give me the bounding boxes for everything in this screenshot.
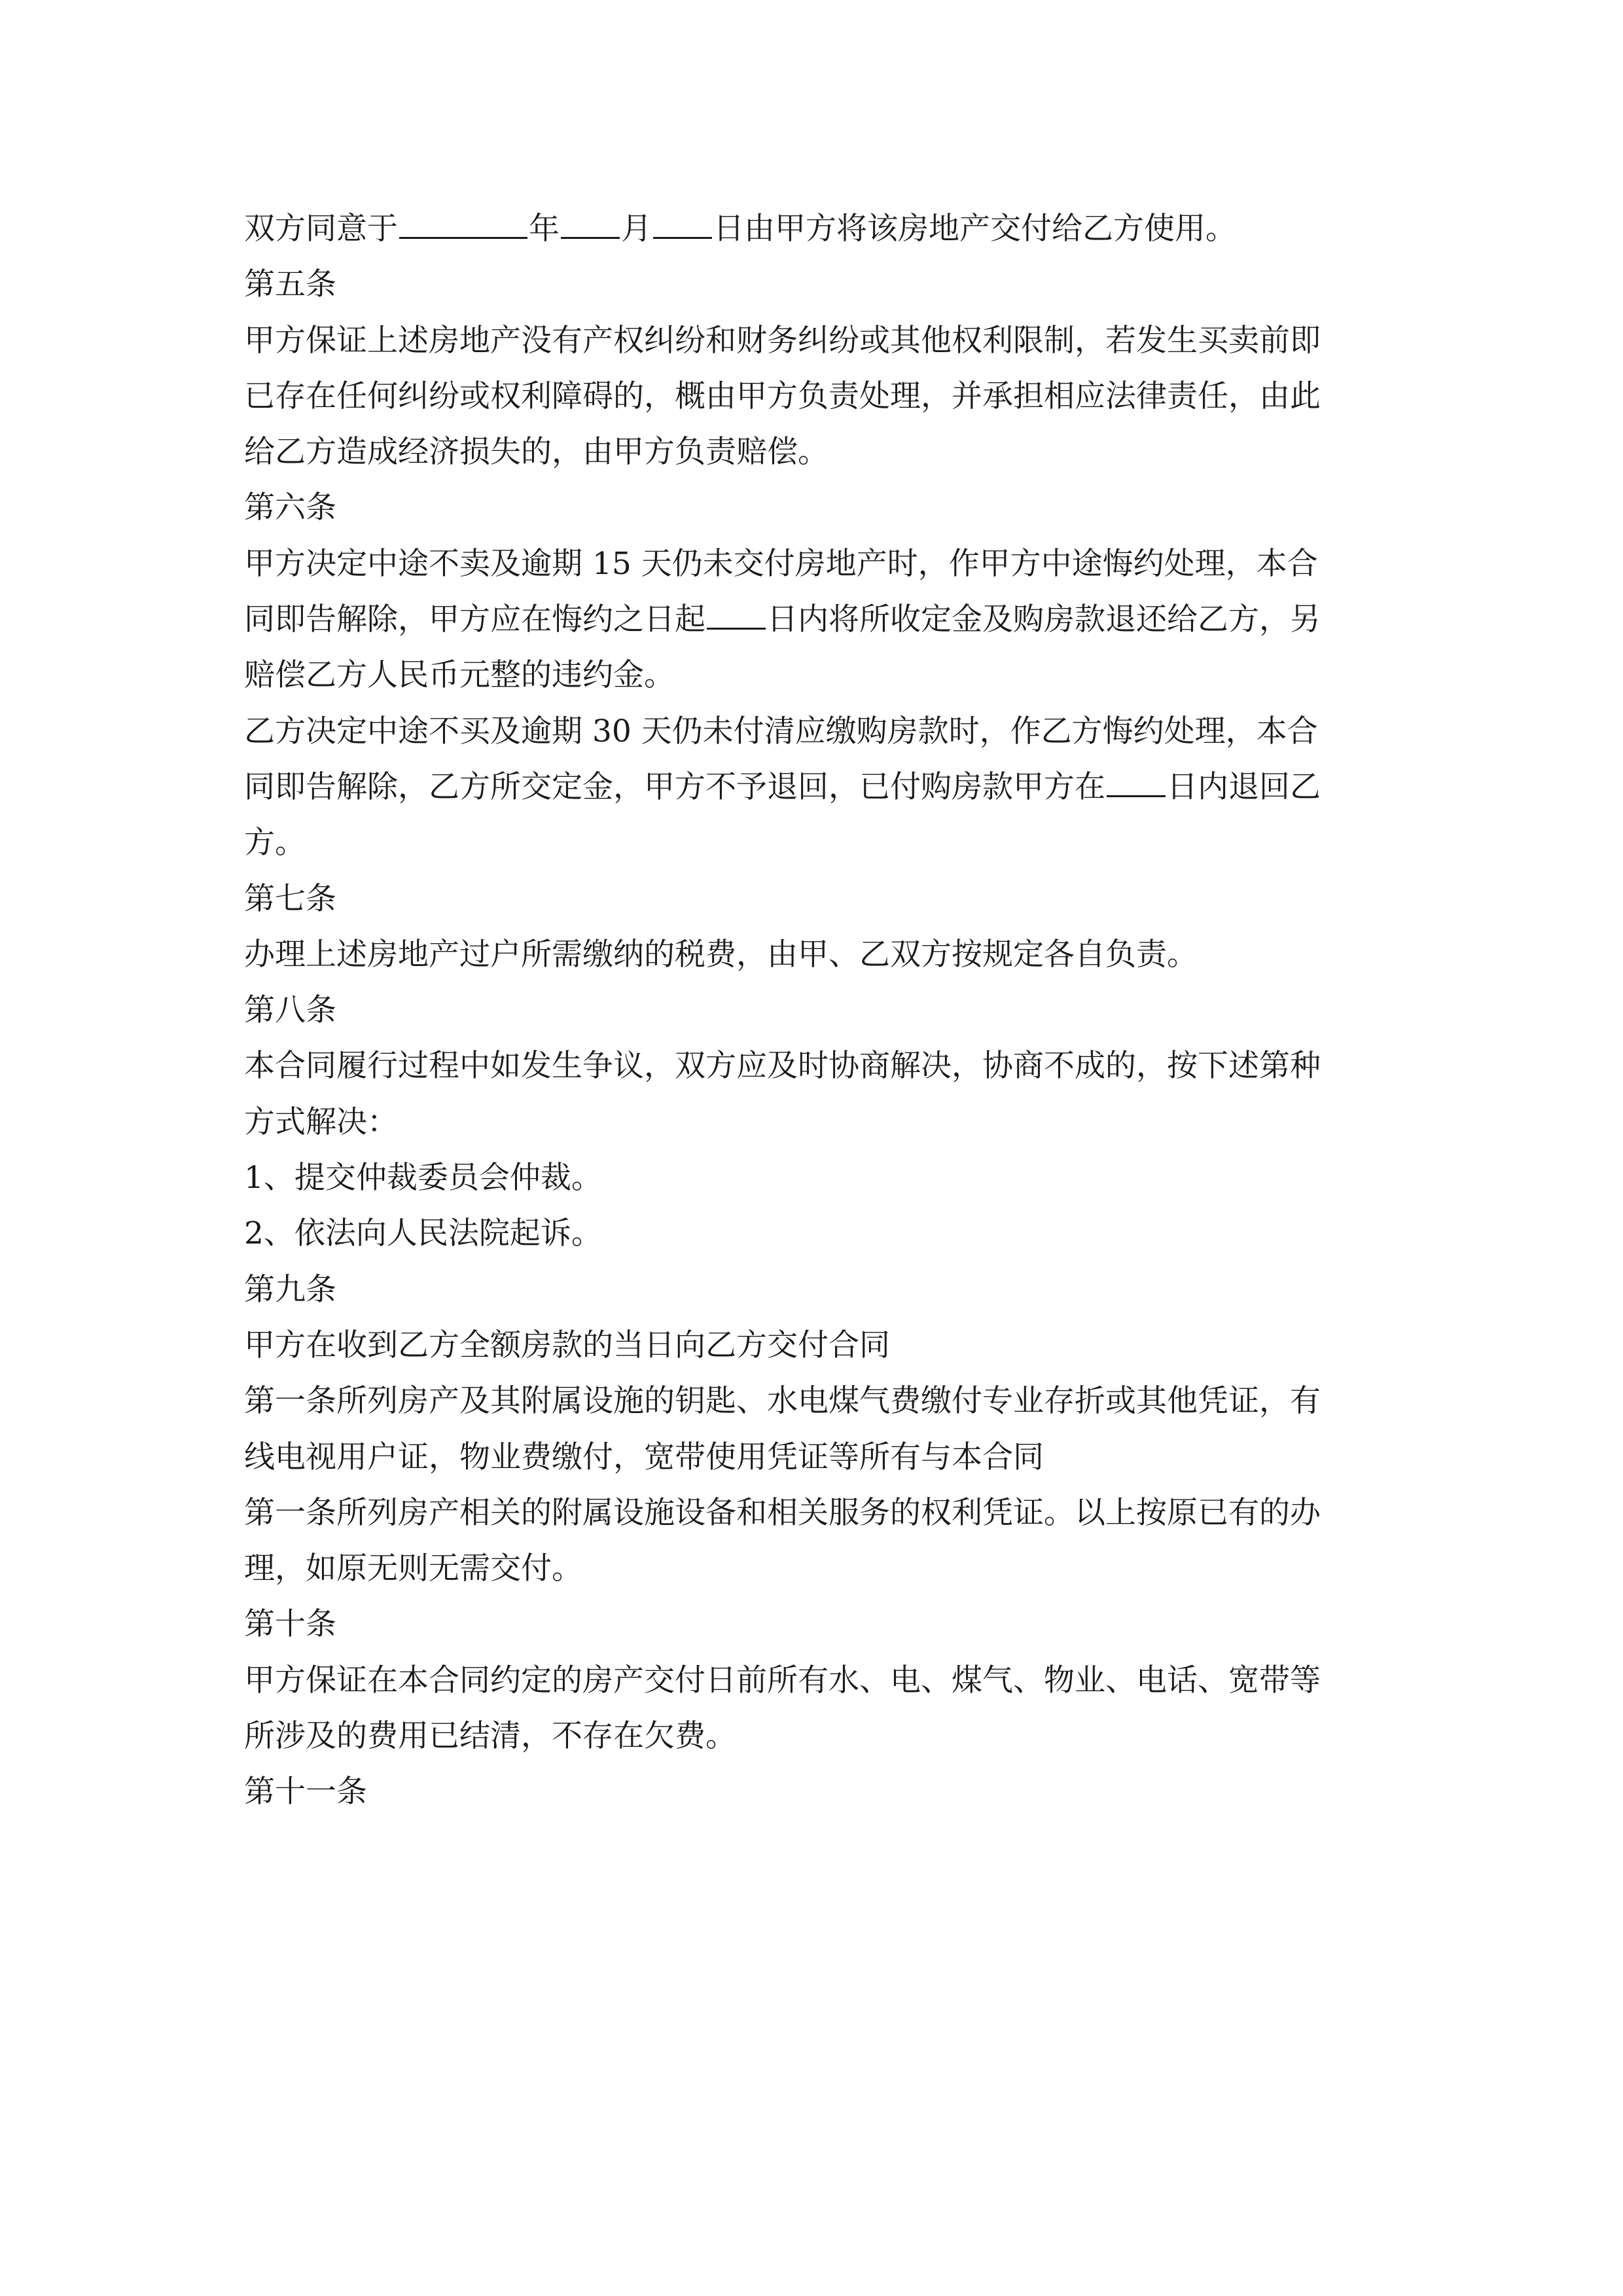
paragraph-line: 线电视用户证，物业费缴付，宽带使用凭证等所有与本合同 — [244, 1439, 1044, 1475]
text-segment: 同即告解除，乙方所交定金，甲方不予退回，已付购房款甲方在 — [244, 768, 1105, 805]
list-item: 2、依法向人民法院起诉。 — [244, 1215, 602, 1252]
day-blank — [653, 207, 712, 239]
paragraph-line: 已存在任何纠纷或权利障碍的，概由甲方负责处理，并承担相应法律责任，由此 — [244, 378, 1321, 414]
article-heading-5: 第五条 — [244, 266, 336, 303]
days-blank — [707, 598, 766, 630]
text-segment: 日内将所收定金及购房款退还给乙方，另 — [767, 601, 1321, 638]
paragraph-line: 方。 — [244, 825, 306, 861]
delivery-date-line — [244, 207, 1386, 262]
paragraph-line: 所涉及的费用已结清，不存在欠费。 — [244, 1718, 736, 1755]
text-segment: 月 — [621, 211, 652, 247]
paragraph-line — [244, 765, 1386, 821]
document-page — [244, 207, 1386, 1826]
paragraph-line: 甲方保证上述房地产没有产权纠纷和财务纠纷或其他权利限制，若发生买卖前即 — [244, 322, 1321, 359]
list-item: 1、提交仲裁委员会仲裁。 — [244, 1160, 602, 1196]
paragraph-line: 理，如原无则无需交付。 — [244, 1551, 582, 1587]
text-segment: 日由甲方将该房地产交付给乙方使用。 — [713, 211, 1236, 247]
paragraph-line: 甲方决定中途不卖及逾期 15 天仍未交付房地产时，作甲方中途悔约处理，本合 — [244, 545, 1318, 582]
text-segment: 同即告解除，甲方应在悔约之日起 — [244, 601, 705, 638]
paragraph-line — [244, 598, 1386, 653]
paragraph-line: 赔偿乙方人民币元整的违约金。 — [244, 657, 675, 694]
paragraph-line: 办理上述房地产过户所需缴纳的税费，由甲、乙双方按规定各自负责。 — [244, 936, 1198, 973]
paragraph-line: 甲方保证在本合同约定的房产交付日前所有水、电、煤气、物业、电话、宽带等 — [244, 1662, 1321, 1698]
paragraph-line: 乙方决定中途不买及逾期 30 天仍未付清应缴购房款时，作乙方悔约处理，本合 — [244, 713, 1318, 749]
article-heading-8: 第八条 — [244, 992, 336, 1029]
article-heading-10: 第十条 — [244, 1606, 336, 1643]
paragraph-line: 第一条所列房产及其附属设施的钥匙、水电煤气费缴付专业存折或其他凭证，有 — [244, 1383, 1321, 1420]
paragraph-line: 第一条所列房产相关的附属设施设备和相关服务的权利凭证。以上按原已有的办 — [244, 1494, 1321, 1531]
paragraph-line: 本合同履行过程中如发生争议，双方应及时协商解决，协商不成的，按下述第种 — [244, 1048, 1321, 1085]
paragraph-line: 甲方在收到乙方全额房款的当日向乙方交付合同 — [244, 1327, 890, 1363]
text-segment: 双方同意于 — [244, 211, 398, 247]
article-heading-11: 第十一条 — [244, 1774, 367, 1810]
text-segment: 年 — [529, 211, 560, 247]
days-blank — [1107, 765, 1166, 797]
paragraph-line: 给乙方造成经济损失的，由甲方负责赔偿。 — [244, 434, 829, 471]
month-blank — [561, 207, 620, 239]
article-heading-9: 第九条 — [244, 1271, 336, 1308]
article-heading-6: 第六条 — [244, 490, 336, 526]
paragraph-line: 方式解决： — [244, 1103, 398, 1140]
article-heading-7: 第七条 — [244, 880, 336, 917]
year-blank — [399, 207, 527, 239]
text-segment: 日内退回乙 — [1167, 768, 1321, 805]
